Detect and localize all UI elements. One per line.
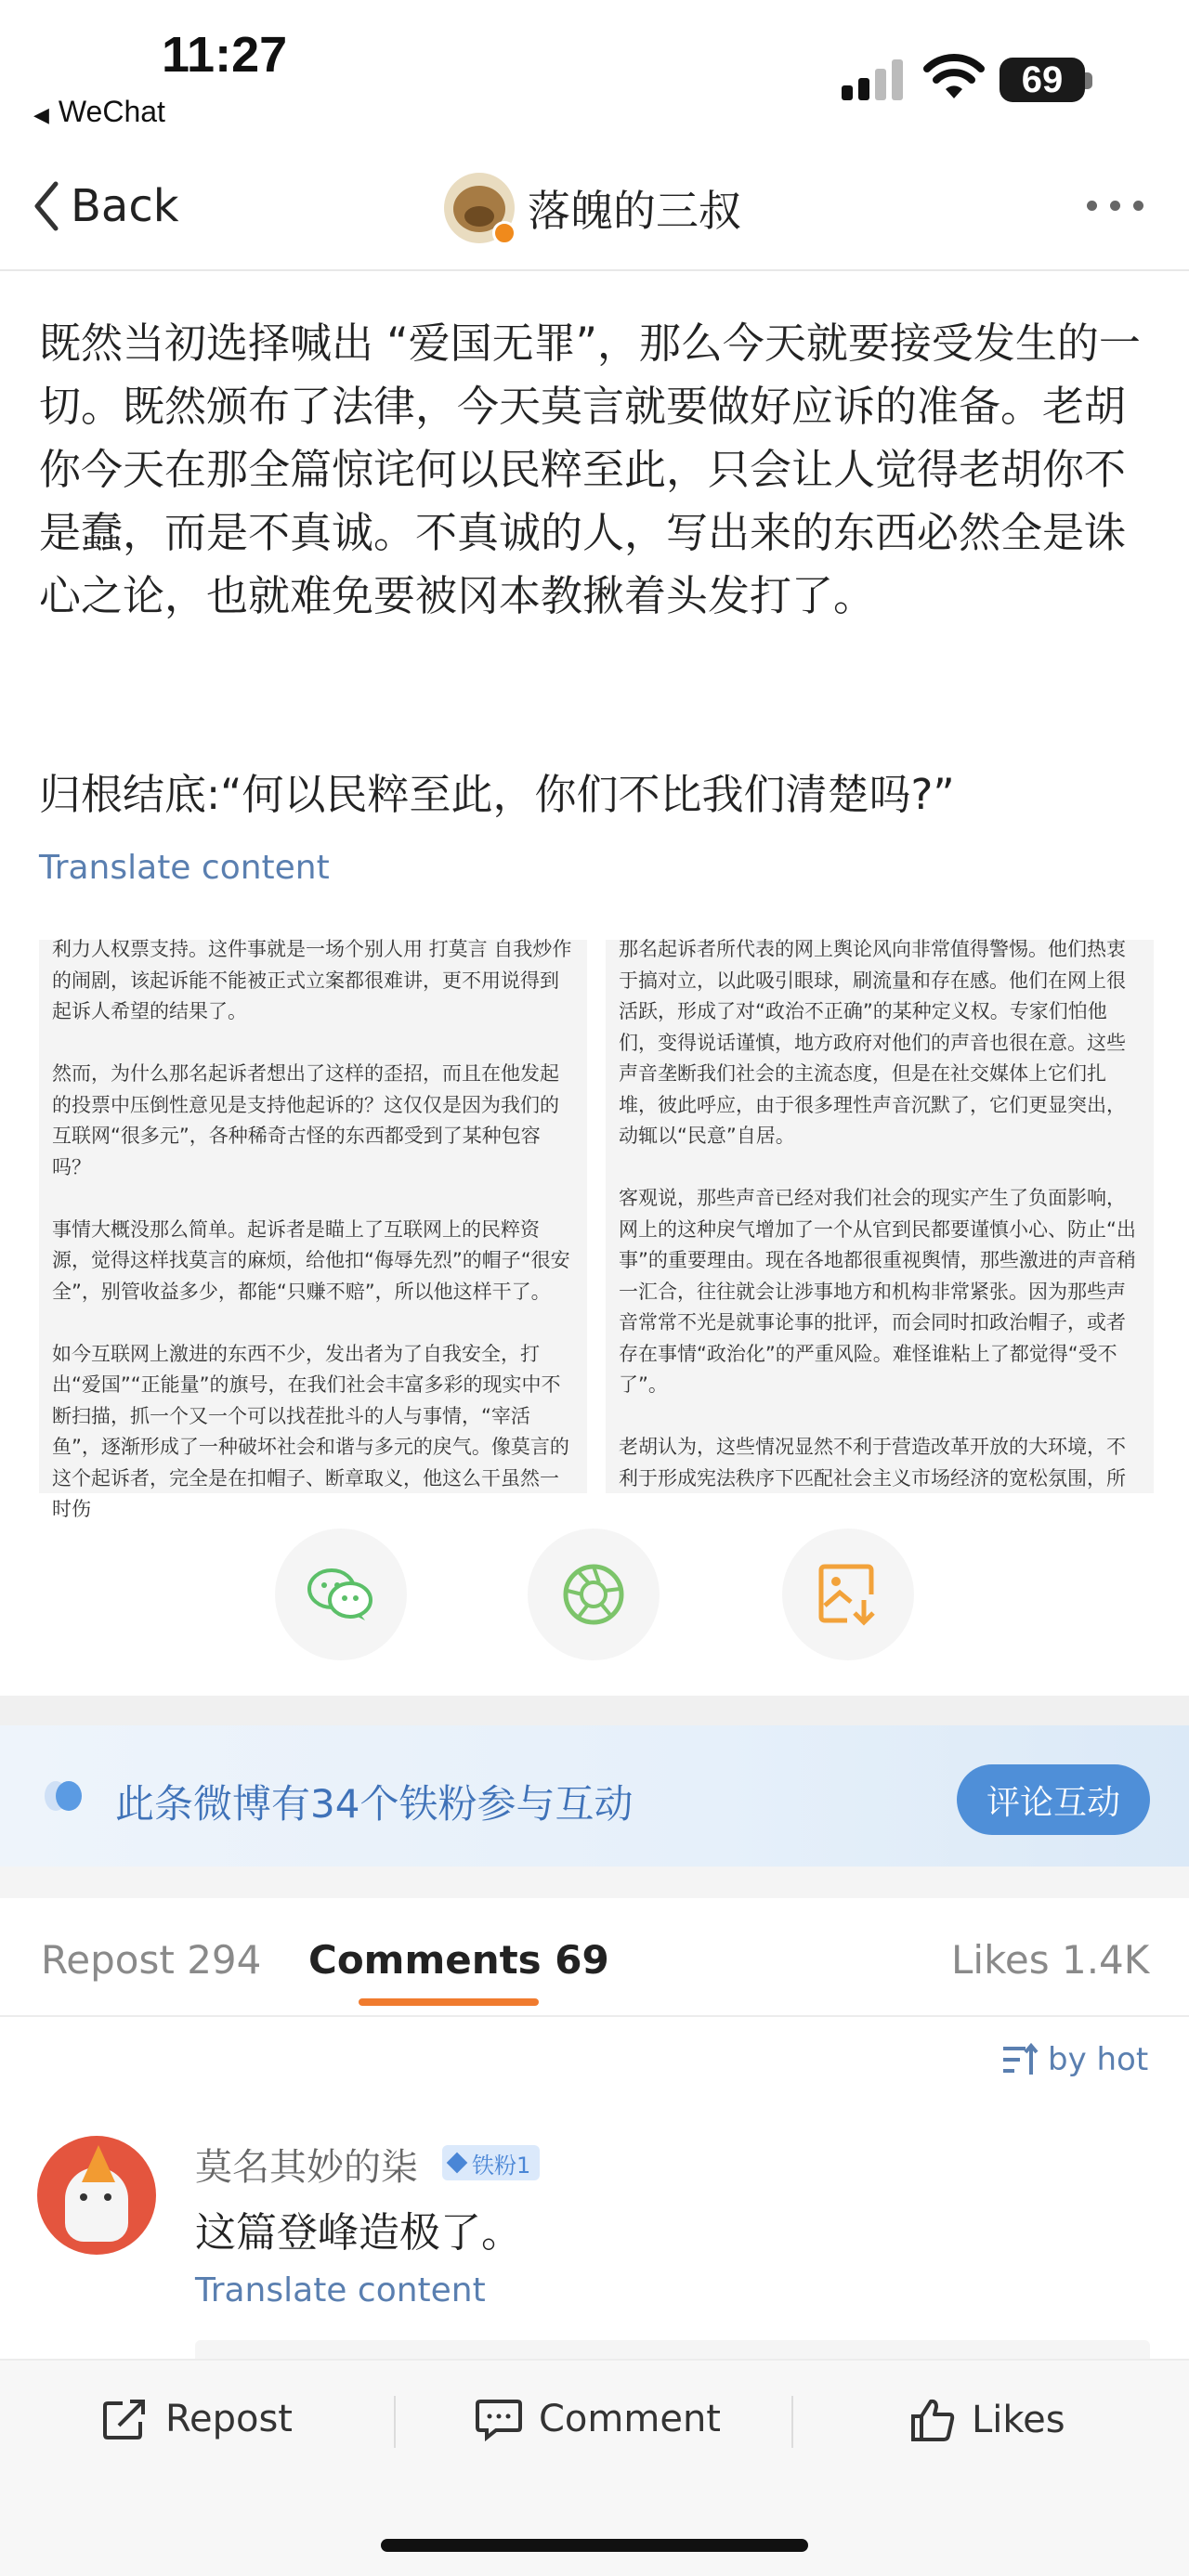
wechat-icon bbox=[306, 1565, 376, 1624]
banner-text: 此条微博有34个铁粉参与互动 bbox=[115, 1781, 634, 1827]
status-bar bbox=[0, 0, 1189, 149]
bottom-divider-1 bbox=[394, 2396, 396, 2448]
wifi-icon bbox=[923, 52, 985, 100]
chevron-left-icon bbox=[32, 180, 59, 232]
comment-button[interactable] bbox=[476, 2398, 721, 2440]
more-options-icon[interactable] bbox=[1087, 201, 1143, 211]
likes-label: Likes bbox=[972, 2399, 1065, 2441]
section-divider-2 bbox=[0, 1867, 1189, 1898]
repost-icon bbox=[102, 2398, 149, 2440]
fan-level-badge bbox=[442, 2145, 540, 2180]
save-image-icon bbox=[819, 1563, 877, 1626]
verified-badge-icon bbox=[492, 221, 516, 245]
article-image-left[interactable] bbox=[39, 938, 587, 1520]
article-image-right[interactable] bbox=[606, 940, 1154, 1493]
battery-tip bbox=[1085, 72, 1092, 89]
author-avatar[interactable] bbox=[444, 173, 515, 243]
back-app-label: WeChat bbox=[58, 95, 165, 128]
article-image-left-text: 利力人权票支持。这件事就是一场个别人用 打莫言 自我炒作的闹剧，该起诉能不能被正式立案都很难讲，更不用说得到起诉人希望的结果了。 然而，为什么那名起诉者想出了这样的歪招，而且在他发起的投票中压倒性意见是支持他起诉的？这仅仅是因为我们的互联网“很多元”，各种稀奇古怪的东西都受到了某种包容吗？ 事情大概没那么简单。起诉者是瞄上了互联网上的民粹资源，觉得这样找莫言的麻烦，给他扣“侮辱先烈”的帽子“很安全”，别管收益多少，都能“只赚不赔”，所以他这样干了。 如今互联网上激进的东西不少，发出者为了自我安全，打出“爱国”“正能量”的旗号，在我们社会丰富多彩的现实中不断扫描，抓一个又一个可以找茬批斗的人与事情，“宰活鱼”，逐渐形成了一种破坏社会和谐与多元的戾气。像莫言的这个起诉者，完全是在扣帽子、断章取义，他这么干虽然一时伤 bbox=[52, 938, 572, 1520]
active-tab-indicator bbox=[359, 1998, 539, 2006]
fan-level-label: 铁粉1 bbox=[472, 2152, 531, 2179]
comment-icon bbox=[476, 2398, 522, 2440]
home-indicator[interactable] bbox=[381, 2539, 808, 2552]
back-triangle-icon: ◀ bbox=[33, 103, 49, 126]
comment-interact-button[interactable]: 评论互动 bbox=[957, 1764, 1150, 1835]
back-to-app-link[interactable] bbox=[33, 95, 165, 129]
commenter-name[interactable]: 莫名其妙的柒 bbox=[195, 2146, 418, 2189]
article-image-right-text: 那名起诉者所代表的网上舆论风向非常值得警惕。他们热衷于搞对立，以此吸引眼球，刷流量和存在感。他们在网上很活跃，形成了对“政治不正确”的某种定义权。专家们怕他们，变得说话谨慎，地方政府对他们的声音也很在意。这些声音垄断我们社会的主流态度，但是在社交媒体上它们扎堆，彼此呼应，由于很多理性声音沉默了，它们更显突出，动辄以“民意”自居。 客观说，那些声音已经对我们社会的现实产生了负面影响，网上的这种戾气增加了一个从官到民都要谨慎小心、防止“出事”的重要理由。现在各地都很重视舆情，那些激进的声音稍一汇合，往往就会让涉事地方和机构非常紧张。因为那些声音常常不光是就事论事的批评，而会同时扣政治帽子，或者存在事情“政治化”的严重风险。难怪谁粘上了都觉得“受不了”。 老胡认为，这些情况显然不利于营造改革开放的大环境，不利于形成宪法秩序下匹配社会主义市场经济的宽松氛围，所 bbox=[619, 938, 1136, 1490]
avatar-eye-right bbox=[104, 2193, 111, 2201]
back-label: Back bbox=[71, 180, 179, 232]
tab-repost[interactable]: Repost 294 bbox=[41, 1937, 262, 1983]
author-name[interactable]: 落魄的三叔 bbox=[528, 186, 741, 236]
repost-label: Repost bbox=[165, 2398, 293, 2440]
nav-profile[interactable] bbox=[444, 173, 741, 243]
battery-indicator: 69 bbox=[1000, 58, 1085, 102]
capybara-snout bbox=[464, 206, 494, 227]
repost-button[interactable] bbox=[102, 2398, 293, 2440]
section-divider bbox=[0, 1696, 1189, 1725]
tab-likes[interactable]: Likes 1.4K bbox=[951, 1937, 1150, 1983]
status-time: 11:27 bbox=[162, 27, 288, 83]
share-moments-button[interactable] bbox=[528, 1529, 660, 1660]
cellular-signal-icon bbox=[840, 58, 907, 100]
save-image-button[interactable] bbox=[782, 1529, 914, 1660]
moments-icon bbox=[562, 1563, 625, 1626]
comment-text: 这篇登峰造极了。 bbox=[195, 2209, 522, 2257]
bottom-divider-2 bbox=[791, 2396, 793, 2448]
avatar-hat bbox=[82, 2145, 115, 2182]
nav-bar bbox=[0, 149, 1189, 271]
sort-label: by hot bbox=[1048, 2041, 1149, 2078]
commenter-avatar[interactable] bbox=[37, 2136, 156, 2255]
comment-label: Comment bbox=[539, 2398, 721, 2440]
translate-post-link[interactable]: Translate content bbox=[39, 849, 330, 887]
back-button[interactable] bbox=[32, 180, 179, 232]
post-conclusion: 归根结底:“何以民粹至此，你们不比我们清楚吗?” bbox=[39, 770, 955, 819]
thumbs-up-icon bbox=[910, 2398, 955, 2442]
interaction-icon bbox=[41, 1777, 87, 1815]
like-button[interactable] bbox=[910, 2398, 1065, 2442]
diamond-icon bbox=[447, 2153, 468, 2174]
translate-comment-link[interactable]: Translate content bbox=[195, 2271, 486, 2309]
avatar-eye-left bbox=[80, 2193, 87, 2201]
sort-icon bbox=[1001, 2043, 1039, 2076]
sort-by-hot-button[interactable] bbox=[1001, 2041, 1148, 2078]
post-paragraph: 既然当初选择喊出 “爱国无罪”，那么今天就要接受发生的一切。既然颁布了法律，今天莫言就要做好应诉的准备。老胡你今天在那全篇惊诧何以民粹至此，只会让人觉得老胡你不是蠢，而是不真诚。不真诚的人，写出来的东西必然全是诛心之论，也就难免要被冈本教揪着头发打了。 bbox=[39, 319, 1141, 620]
post-tabs bbox=[0, 1898, 1189, 2017]
tab-comments[interactable]: Comments 69 bbox=[308, 1937, 609, 1983]
share-wechat-button[interactable] bbox=[275, 1529, 407, 1660]
fan-interaction-banner bbox=[0, 1725, 1189, 1867]
